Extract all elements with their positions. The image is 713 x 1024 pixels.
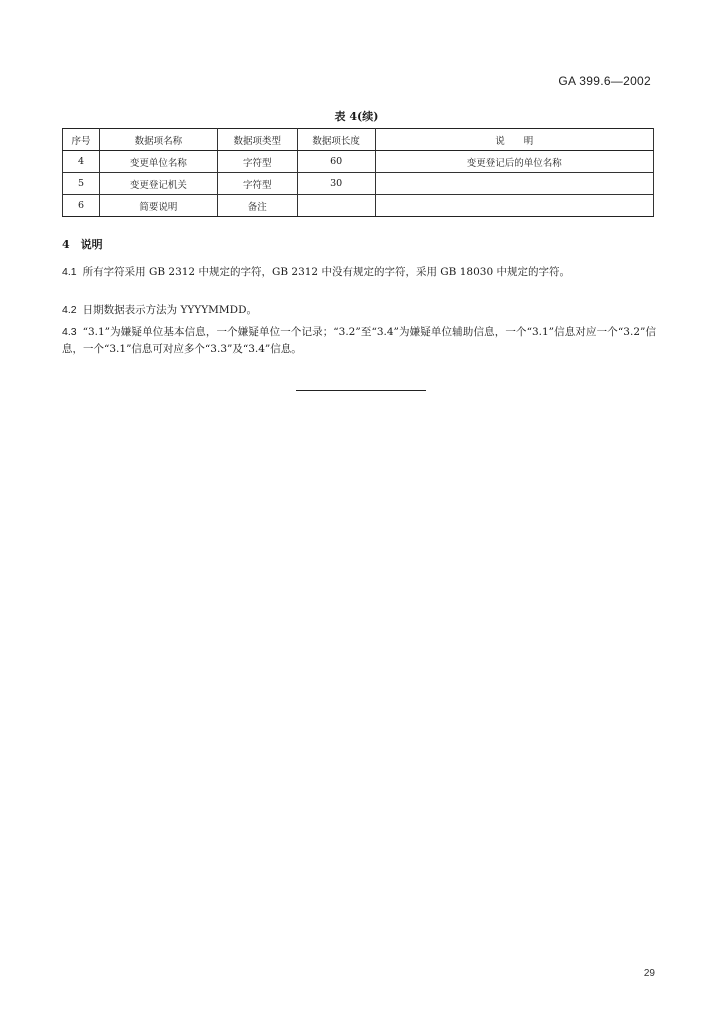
note-paragraph: [62, 302, 656, 319]
column-header-name: 数据项名称: [99, 129, 217, 151]
cell-name: 变更单位名称: [99, 151, 217, 173]
cell-no: 5: [63, 173, 100, 195]
note-text: 所有字符采用 GB 2312 中规定的字符，GB 2312 中没有规定的字符，采用 GB 18030 中规定的字符。: [82, 266, 570, 278]
cell-type: 字符型: [217, 173, 297, 195]
section-heading: 4 说明: [62, 238, 103, 251]
cell-description: 变更登记后的单位名称: [375, 151, 653, 173]
cell-name: 变更登记机关: [99, 173, 217, 195]
data-item-table: [62, 128, 654, 217]
cell-name: 简要说明: [99, 195, 217, 217]
table-caption: 表 4(续): [334, 110, 379, 123]
note-number: 4.2: [62, 304, 77, 316]
note-text: 日期数据表示方法为 YYYYMMDD。: [82, 304, 258, 316]
note-paragraph: [62, 264, 656, 281]
note-text: “3.1”为嫌疑单位基本信息，一个嫌疑单位一个记录；“3.2”至“3.4”为嫌疑单位辅助信息，一个“3.1”信息对应一个“3.2”信息，一个“3.1”信息可对应多个“3.3”及“3.4”信息。: [62, 326, 656, 355]
standard-code: GA 399.6—2002: [558, 74, 651, 88]
page-number: 29: [643, 968, 655, 979]
end-of-document-rule: [296, 390, 426, 391]
cell-length: [297, 195, 375, 217]
table-row: [63, 195, 654, 217]
column-header-length: 数据项长度: [297, 129, 375, 151]
cell-description: [375, 195, 653, 217]
cell-type: 字符型: [217, 151, 297, 173]
column-header-type: 数据项类型: [217, 129, 297, 151]
cell-no: 4: [63, 151, 100, 173]
note-paragraph: [62, 324, 656, 358]
column-header-description: 说 明: [375, 129, 653, 151]
cell-description: [375, 173, 653, 195]
note-number: 4.3: [62, 326, 77, 338]
cell-type: 备注: [217, 195, 297, 217]
table-row: [63, 151, 654, 173]
table-row: [63, 173, 654, 195]
cell-length: 30: [297, 173, 375, 195]
table-header-row: [63, 129, 654, 151]
cell-no: 6: [63, 195, 100, 217]
column-header-no: 序号: [63, 129, 100, 151]
note-number: 4.1: [62, 266, 77, 278]
cell-length: 60: [297, 151, 375, 173]
